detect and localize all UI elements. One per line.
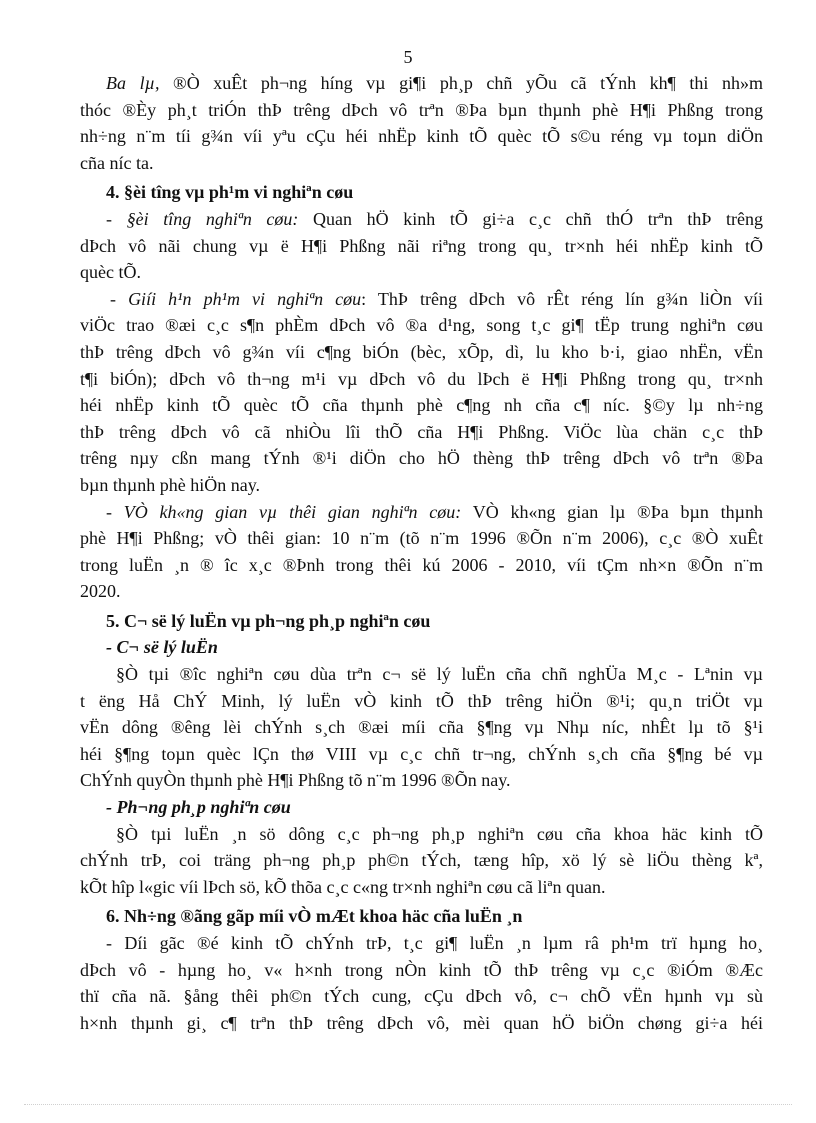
text-line: §Ò tµi ®îc nghiªn cøu dùa trªn c¬ së lý luËn cña chñ nghÜa M¸c - Lªnin vµ	[116, 664, 763, 685]
line-text: Quan hÖ kinh tÕ gi÷a c¸c chñ thÓ trªn thÞ trêng	[298, 208, 763, 229]
text-line: héi §¶ng toµn quèc lÇn thø VIII vµ c¸c chñ tr¬ng, chÝnh s¸ch cña §¶ng bé vµ	[80, 743, 763, 764]
text-line: t¶i biÓn); dÞch vô th¬ng m¹i vµ dÞch vô du lÞch ë H¶i Phßng trong qu¸ tr×nh	[80, 368, 763, 389]
text-line: quèc tÕ.	[80, 262, 141, 283]
text-line: ChÝnh quyÒn thµnh phè H¶i Phßng tõ n¨m 1996 ®Õn nay.	[80, 770, 511, 791]
text-line: thóc ®Èy ph¸t triÓn thÞ trêng dÞch vô trªn ®Þa bµn thµnh phè H¶i Phßng trong	[80, 99, 763, 120]
text-line: t ëng Hå ChÝ Minh, lý luËn vÒ kinh tÕ thÞ trêng hiÖn ®¹i; qu¸n triÖt vµ	[80, 690, 763, 711]
text-line	[80, 70, 763, 97]
text-line: dÞch vô nãi chung vµ ë H¶i Phßng nãi riªng trong qu¸ tr×nh héi nhËp kinh tÕ	[80, 235, 763, 256]
footer-divider	[24, 1104, 792, 1105]
sub-heading-phuong-phap: - Ph¬ng ph¸p nghiªn cøu	[106, 797, 291, 818]
text-line: §Ò tµi luËn ¸n sö dông c¸c ph¬ng ph¸p nghiªn cøu cña khoa häc kinh tÕ	[116, 823, 763, 844]
text-line: vËn dông ®êng lèi chÝnh s¸ch ®æi míi cña §¶ng vµ Nhµ níc, nhÊt lµ tõ §¹i	[80, 717, 763, 738]
text-line: - Díi gãc ®é kinh tÕ chÝnh trÞ, t¸c gi¶ luËn ¸n lµm râ ph¹m trï hµng ho¸	[106, 933, 763, 953]
text-line: thÞ trêng dÞch vô cã nhiÒu lîi thÕ cña H¶i Phßng. ViÖc lùa chän c¸c thÞ	[80, 421, 763, 442]
page-number: 5	[403, 47, 413, 67]
gioi-han-label: Giíi h¹n ph¹m vi nghiªn cøu	[128, 288, 362, 309]
document-body	[80, 70, 763, 1036]
text-line: - VÒ kh«ng gian vµ thêi gian nghiªn cøu: VÒ kh«ng gian lµ ®Þa bµn thµnh	[106, 501, 763, 522]
section-6-heading: 6. Nh÷ng ®ãng gãp míi vÒ mÆt khoa häc cña luËn ¸n	[106, 906, 523, 927]
intro-paragraph	[80, 70, 763, 176]
text-line: chÝnh trÞ, coi träng ph¬ng ph¸p ph©n tÝch, tæng hîp, xö lý sè liÖu thèng kª,	[80, 850, 763, 871]
text-line: bµn thµnh phè hiÖn nay.	[80, 474, 261, 495]
text-line: thÞ trêng dÞch vô g¾n víi c¶ng biÓn (bèc, xÕp, dì, lu kho b·i, giao nhËn, vËn	[80, 341, 763, 362]
line-text: VÒ kh«ng gian lµ ®Þa bµn thµnh	[461, 501, 763, 522]
text-line: trong luËn ¸n ® îc x¸c ®Þnh trong thêi kú 2006 - 2010, víi tÇm nh×n ®Õn n¨m	[80, 554, 763, 575]
text-line: trêng nµy cßn mang tÝnh ®¹i diÖn cho hÖ thèng thÞ trêng dÞch vô trªn ®Þa	[80, 448, 763, 469]
text-line: kÕt hîp l«gic víi lÞch sö, kÕ thõa c¸c c«ng tr×nh nghiªn cøu cã liªn quan.	[80, 876, 606, 897]
text-line: thï cña nã. §ång thêi ph©n tÝch cung, cÇu dÞch vô, c¬ chÕ vËn hµnh vµ sù	[80, 986, 763, 1007]
text-line: - §èi tîng nghiªn cøu: Quan hÖ kinh tÕ gi÷a c¸c chñ thÓ trªn thÞ trêng	[106, 208, 763, 229]
text-line: nh÷ng n¨m tíi g¾n víi yªu cÇu héi nhËp kinh tÕ quèc tÕ s©u réng vµ toµn diÖn	[80, 126, 763, 147]
text-line: dÞch vô - hµng ho¸ v« h×nh trong nÒn kinh tÕ thÞ trêng vµ c¸c ®iÓm ®Æc	[80, 959, 763, 980]
lead-italic: Ba lµ,	[106, 73, 174, 93]
text-line: viÖc trao ®æi c¸c s¶n phÈm dÞch vô ®a d¹ng, song t¸c gi¶ tËp trung nghiªn cøu	[80, 315, 763, 336]
text-line: 2020.	[80, 581, 121, 602]
text-line: h×nh thµnh gi¸ c¶ trªn thÞ trêng dÞch vô, mèi quan hÖ biÖn chøng gi÷a héi	[80, 1012, 763, 1033]
sub-heading-co-so-ly-luan: - C¬ së lý luËn	[106, 637, 218, 658]
khong-gian-label: VÒ kh«ng gian vµ thêi gian nghiªn cøu:	[123, 501, 462, 522]
text-line: phè H¶i Phßng; vÒ thêi gian: 10 n¨m (tõ n¨m 1996 ®Õn n¨m 2006), c¸c ®Ò xuÊt	[80, 528, 763, 549]
section-4-heading: 4. §èi tîng vµ ph¹m vi nghiªn cøu	[106, 182, 354, 203]
line-text: ®Ò xuÊt ph¬ng híng vµ gi¶i ph¸p chñ yÕu cã tÝnh kh¶ thi nh»m	[173, 73, 763, 93]
line-text: : ThÞ trêng dÞch vô rÊt réng lín g¾n liÒn víi	[361, 288, 763, 309]
text-line: cña níc ta.	[80, 152, 154, 173]
section-5-heading: 5. C¬ së lý luËn vµ ph¬ng ph¸p nghiªn cøu	[106, 610, 431, 631]
text-line: - Giíi h¹n ph¹m vi nghiªn cøu: ThÞ trêng dÞch vô rÊt réng lín g¾n liÒn víi	[110, 288, 763, 309]
text-line: héi nhËp kinh tÕ quèc tÕ cña thµnh phè c¶ng nh cña c¶ níc. §©y lµ nh÷ng	[80, 395, 763, 416]
doi-tuong-label: §èi tîng nghiªn cøu:	[126, 208, 299, 229]
